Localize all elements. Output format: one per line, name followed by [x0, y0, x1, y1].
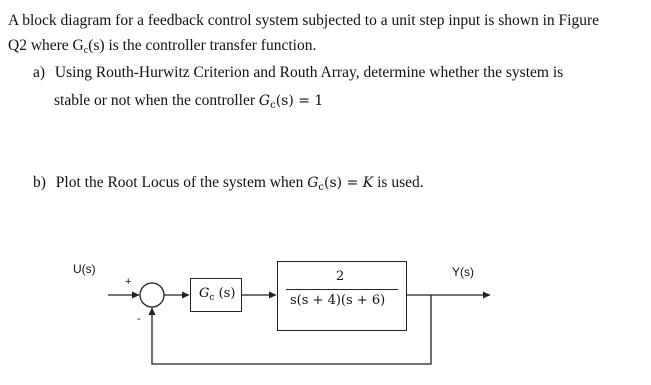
part-b-eq-mid: (s) =: [324, 175, 363, 191]
input-label: U(s): [73, 262, 96, 276]
part-b-text-post: is used.: [373, 174, 424, 191]
summing-junction: [140, 283, 164, 307]
part-b-eq-sub: c: [318, 182, 325, 193]
intro-text-1: A block diagram for a feedback control system subjected to a unit step input is shown in Figure: [8, 12, 600, 29]
part-a-label: a): [33, 64, 46, 81]
controller-sub: c: [209, 293, 215, 303]
plant-denominator: s(s + 4)(s + 6): [290, 293, 386, 308]
part-b-text-pre: Plot the Root Locus of the system when: [55, 174, 308, 191]
part-a-text-2: stable or not when the controller: [54, 92, 259, 109]
part-b-eq-g: G: [307, 175, 319, 191]
part-a-eq-sub: c: [270, 100, 276, 111]
part-a-eq-rest: (s) = 1: [275, 93, 324, 109]
controller-g: G: [199, 286, 210, 301]
part-b-eq-k: K: [362, 175, 374, 191]
minus-sign: -: [137, 313, 141, 325]
plant-numerator: 2: [336, 269, 345, 284]
part-a-eq-g: G: [258, 93, 271, 109]
part-a-text-1: Using Routh-Hurwitz Criterion and Routh Array, determine whether the system is: [54, 64, 564, 81]
plant-fraction-bar: [286, 289, 398, 290]
plus-sign: +: [125, 276, 132, 288]
controller-rest: (s): [214, 286, 236, 301]
intro-text-2-post: (s) is the controller transfer function.: [88, 37, 317, 54]
intro-subscript: c: [83, 45, 89, 56]
output-label: Y(s): [452, 265, 474, 279]
controller-label: [199, 286, 235, 301]
intro-text-2-pre: Q2 where G: [8, 37, 84, 54]
part-b-label: b): [33, 174, 46, 191]
